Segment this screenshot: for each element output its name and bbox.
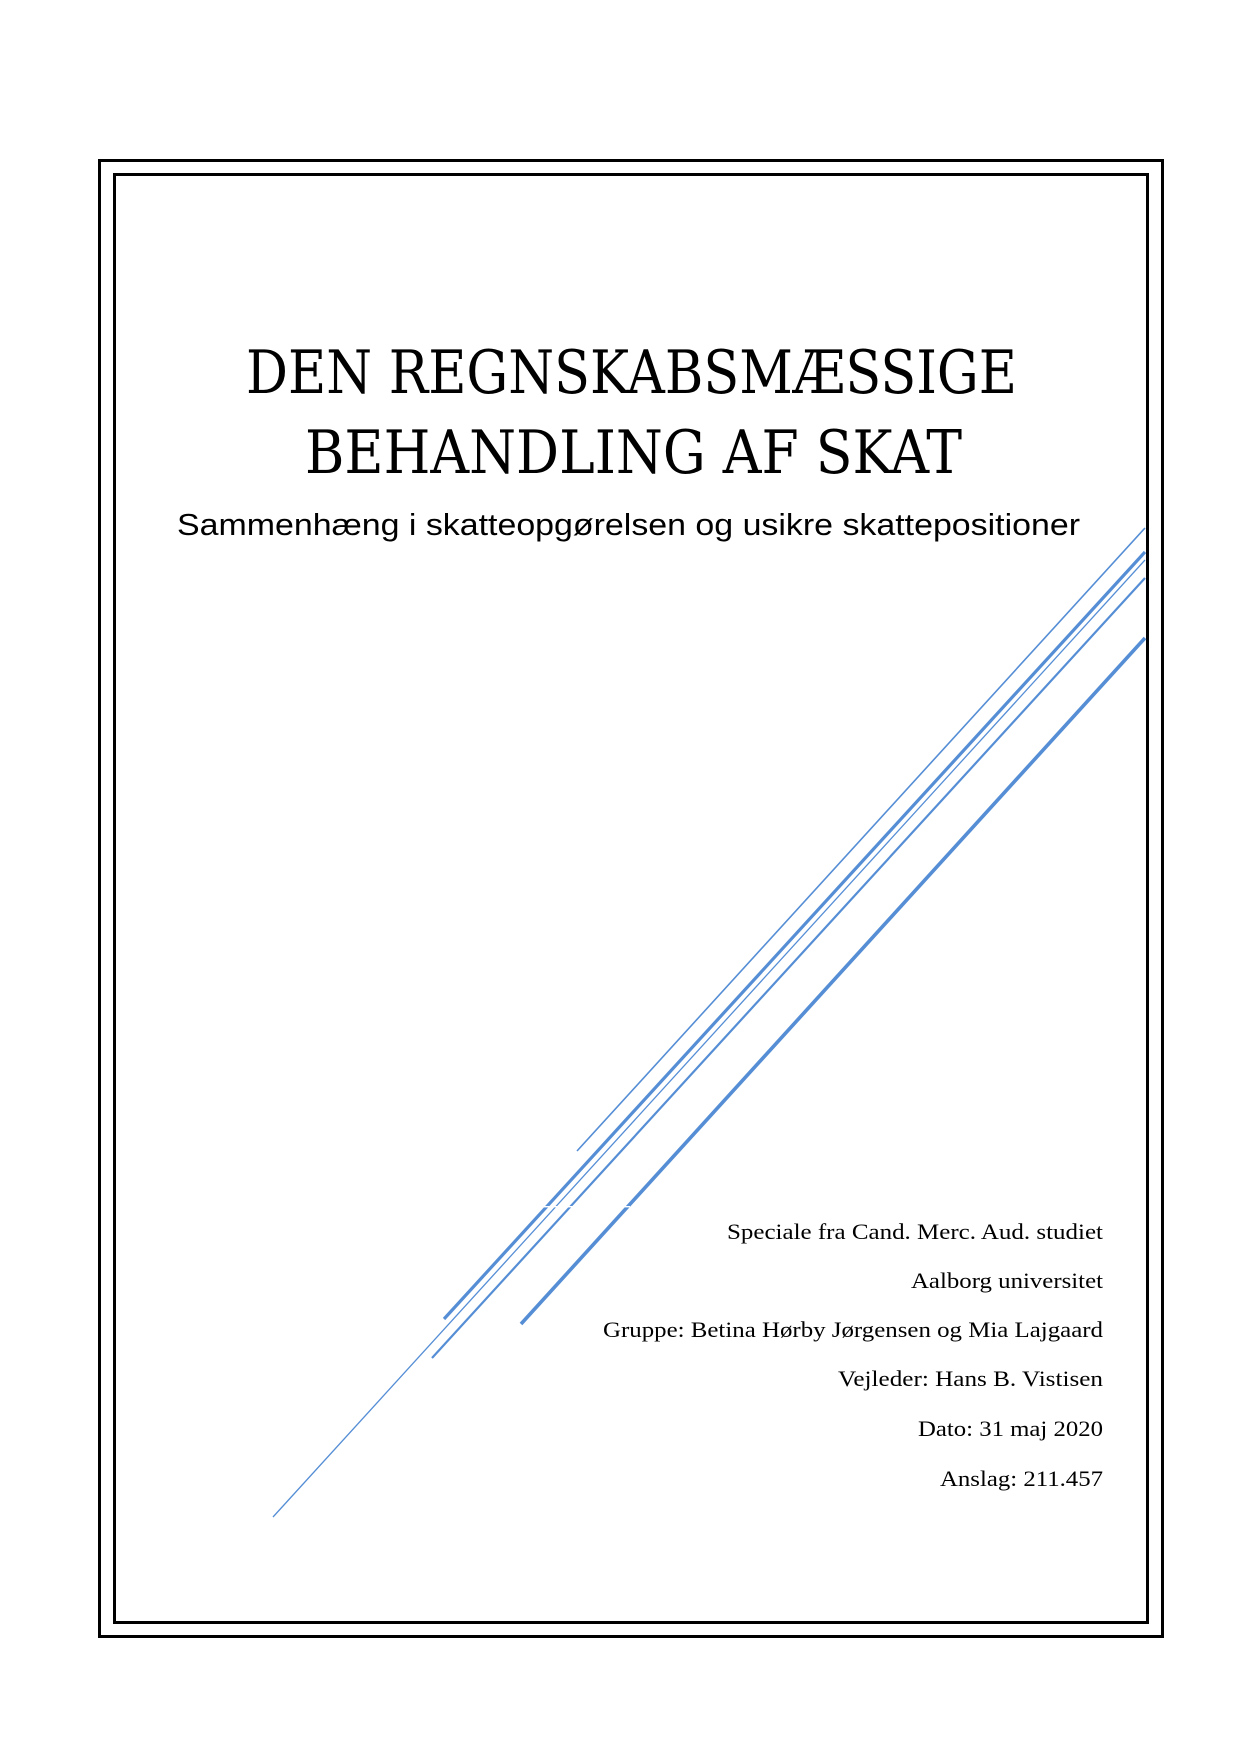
university-label: Aalborg universitet — [911, 1268, 1103, 1293]
thesis-info-block — [603, 1219, 1103, 1491]
character-count-label: Anslag: 211.457 — [940, 1466, 1103, 1491]
diagonal-line-1 — [577, 528, 1145, 1151]
diagonal-line-2 — [444, 552, 1145, 1319]
date-label: Dato: 31 maj 2020 — [918, 1416, 1103, 1441]
line-break-artifact — [520, 1206, 630, 1207]
supervisor-label: Vejleder: Hans B. Vistisen — [838, 1366, 1103, 1391]
subtitle: Sammenhæng i skatteopgørelsen og usikre skattepositioner — [177, 507, 1080, 542]
title-line-1: DEN REGNSKABSMÆSSIGE — [246, 338, 1017, 408]
group-members-label: Gruppe: Betina Hørby Jørgensen og Mia Lajgaard — [603, 1317, 1103, 1342]
program-label: Speciale fra Cand. Merc. Aud. studiet — [727, 1219, 1103, 1244]
title-line-2: BEHANDLING AF SKAT — [305, 418, 962, 488]
